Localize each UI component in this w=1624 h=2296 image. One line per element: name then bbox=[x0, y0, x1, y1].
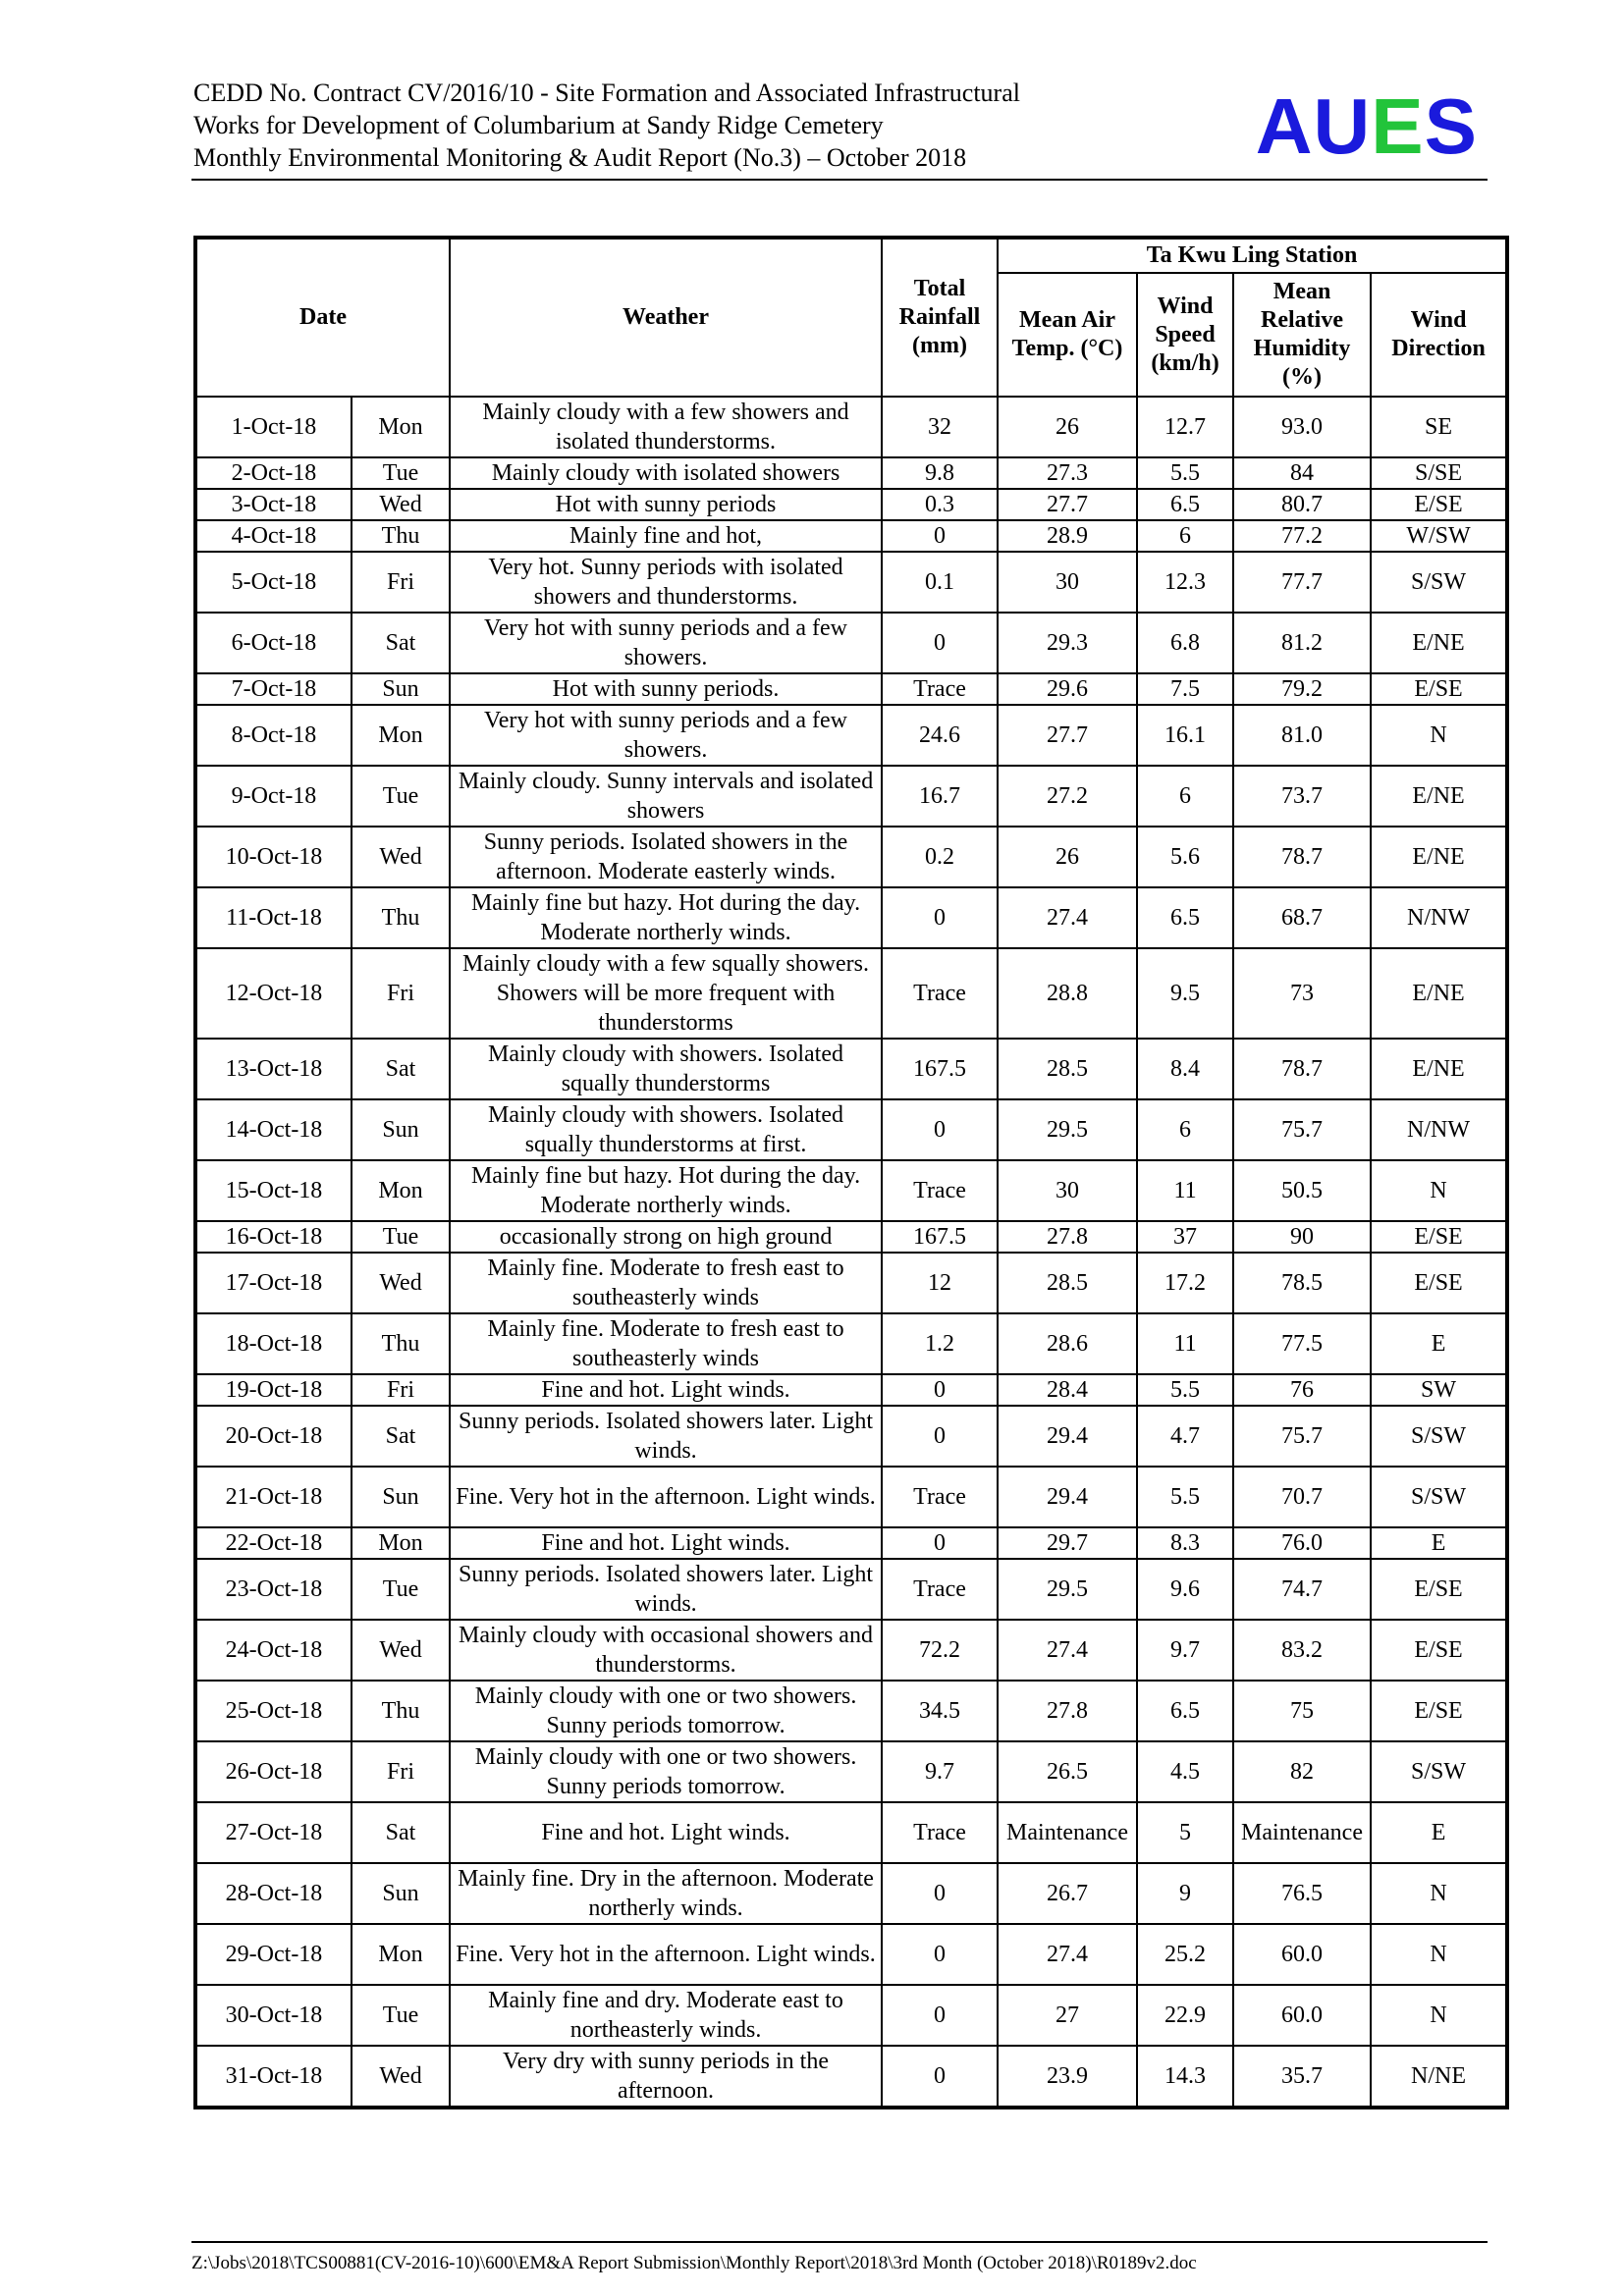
day-cell: Mon bbox=[352, 1160, 450, 1221]
humidity-cell: 70.7 bbox=[1233, 1467, 1371, 1527]
table-row bbox=[195, 613, 1507, 673]
rainfall-cell: 0 bbox=[882, 1924, 998, 1985]
wind-speed-cell: 11 bbox=[1137, 1313, 1233, 1374]
weather-cell: Mainly cloudy with a few squally showers. Showers will be more frequent with thunderstorms bbox=[450, 948, 882, 1039]
wind-direction-cell: E/SE bbox=[1371, 489, 1507, 520]
wind-direction-cell: N bbox=[1371, 705, 1507, 766]
table-row bbox=[195, 766, 1507, 827]
wind-direction-cell: E bbox=[1371, 1802, 1507, 1863]
wind-direction-cell: S/SW bbox=[1371, 1741, 1507, 1802]
table-row bbox=[195, 1741, 1507, 1802]
wind-direction-cell: E bbox=[1371, 1313, 1507, 1374]
table-row bbox=[195, 705, 1507, 766]
humidity-cell: 81.0 bbox=[1233, 705, 1371, 766]
day-cell: Fri bbox=[352, 1741, 450, 1802]
wind-speed-cell: 6 bbox=[1137, 1099, 1233, 1160]
date-cell: 10-Oct-18 bbox=[195, 827, 352, 887]
table-row bbox=[195, 397, 1507, 457]
temp-cell: 27.7 bbox=[998, 705, 1137, 766]
rainfall-cell: 0 bbox=[882, 1527, 998, 1559]
weather-cell: Fine. Very hot in the afternoon. Light winds. bbox=[450, 1924, 882, 1985]
wind-speed-cell: 6.8 bbox=[1137, 613, 1233, 673]
date-cell: 30-Oct-18 bbox=[195, 1985, 352, 2046]
temp-cell: 29.4 bbox=[998, 1406, 1137, 1467]
table-row bbox=[195, 948, 1507, 1039]
date-cell: 22-Oct-18 bbox=[195, 1527, 352, 1559]
weather-cell: Mainly fine. Dry in the afternoon. Moderate northerly winds. bbox=[450, 1863, 882, 1924]
weather-cell: Very dry with sunny periods in the afternoon. bbox=[450, 2046, 882, 2108]
table-row bbox=[195, 1221, 1507, 1253]
temp-cell: 29.5 bbox=[998, 1099, 1137, 1160]
wind-speed-cell: 5.6 bbox=[1137, 827, 1233, 887]
table-row bbox=[195, 1039, 1507, 1099]
weather-cell: Mainly cloudy with showers. Isolated squally thunderstorms at first. bbox=[450, 1099, 882, 1160]
wind-speed-cell: 12.3 bbox=[1137, 552, 1233, 613]
temp-cell: 27.2 bbox=[998, 766, 1137, 827]
humidity-cell: 78.7 bbox=[1233, 827, 1371, 887]
date-cell: 31-Oct-18 bbox=[195, 2046, 352, 2108]
wind-direction-cell: E/NE bbox=[1371, 613, 1507, 673]
wind-speed-cell: 4.7 bbox=[1137, 1406, 1233, 1467]
rainfall-cell: 9.7 bbox=[882, 1741, 998, 1802]
col-header-wind-direction: Wind Direction bbox=[1371, 273, 1507, 397]
rainfall-cell: Trace bbox=[882, 1467, 998, 1527]
temp-cell: 30 bbox=[998, 1160, 1137, 1221]
humidity-cell: 76.0 bbox=[1233, 1527, 1371, 1559]
humidity-cell: 81.2 bbox=[1233, 613, 1371, 673]
rainfall-cell: 0 bbox=[882, 2046, 998, 2108]
humidity-cell: 90 bbox=[1233, 1221, 1371, 1253]
table-row bbox=[195, 1467, 1507, 1527]
weather-cell: Mainly fine but hazy. Hot during the day. Moderate northerly winds. bbox=[450, 1160, 882, 1221]
table-row bbox=[195, 457, 1507, 489]
temp-cell: 27.4 bbox=[998, 1924, 1137, 1985]
date-cell: 26-Oct-18 bbox=[195, 1741, 352, 1802]
table-row bbox=[195, 1099, 1507, 1160]
wind-speed-cell: 37 bbox=[1137, 1221, 1233, 1253]
wind-direction-cell: S/SW bbox=[1371, 1406, 1507, 1467]
table-row bbox=[195, 552, 1507, 613]
table-row bbox=[195, 1681, 1507, 1741]
date-cell: 5-Oct-18 bbox=[195, 552, 352, 613]
wind-direction-cell: N bbox=[1371, 1160, 1507, 1221]
humidity-cell: 82 bbox=[1233, 1741, 1371, 1802]
weather-cell: Mainly cloudy with showers. Isolated squally thunderstorms bbox=[450, 1039, 882, 1099]
humidity-cell: 78.7 bbox=[1233, 1039, 1371, 1099]
date-cell: 27-Oct-18 bbox=[195, 1802, 352, 1863]
table-row bbox=[195, 827, 1507, 887]
temp-cell: 28.9 bbox=[998, 520, 1137, 552]
date-cell: 2-Oct-18 bbox=[195, 457, 352, 489]
humidity-cell: 35.7 bbox=[1233, 2046, 1371, 2108]
wind-direction-cell: N bbox=[1371, 1924, 1507, 1985]
col-header-humidity: Mean Relative Humidity (%) bbox=[1233, 273, 1371, 397]
weather-cell: Very hot with sunny periods and a few showers. bbox=[450, 705, 882, 766]
wind-direction-cell: SE bbox=[1371, 397, 1507, 457]
date-cell: 28-Oct-18 bbox=[195, 1863, 352, 1924]
wind-speed-cell: 5.5 bbox=[1137, 1374, 1233, 1406]
day-cell: Mon bbox=[352, 705, 450, 766]
day-cell: Sat bbox=[352, 1039, 450, 1099]
weather-cell: Mainly cloudy. Sunny intervals and isolated showers bbox=[450, 766, 882, 827]
table-body bbox=[195, 397, 1507, 2108]
rainfall-cell: 0 bbox=[882, 1099, 998, 1160]
weather-cell: Fine and hot. Light winds. bbox=[450, 1527, 882, 1559]
temp-cell: 28.8 bbox=[998, 948, 1137, 1039]
humidity-cell: 60.0 bbox=[1233, 1985, 1371, 2046]
weather-cell: Hot with sunny periods bbox=[450, 489, 882, 520]
table-row bbox=[195, 887, 1507, 948]
wind-speed-cell: 14.3 bbox=[1137, 2046, 1233, 2108]
wind-direction-cell: E/SE bbox=[1371, 1681, 1507, 1741]
aues-logo: AUES bbox=[1255, 82, 1478, 170]
wind-direction-cell: W/SW bbox=[1371, 520, 1507, 552]
day-cell: Sat bbox=[352, 1406, 450, 1467]
day-cell: Wed bbox=[352, 1253, 450, 1313]
temp-cell: 28.5 bbox=[998, 1039, 1137, 1099]
day-cell: Sun bbox=[352, 1863, 450, 1924]
date-cell: 16-Oct-18 bbox=[195, 1221, 352, 1253]
humidity-cell: 79.2 bbox=[1233, 673, 1371, 705]
weather-table bbox=[193, 236, 1509, 2109]
weather-cell: Mainly fine. Moderate to fresh east to southeasterly winds bbox=[450, 1253, 882, 1313]
temp-cell: 26.5 bbox=[998, 1741, 1137, 1802]
table-row bbox=[195, 1802, 1507, 1863]
wind-speed-cell: 6.5 bbox=[1137, 1681, 1233, 1741]
table-row bbox=[195, 1924, 1507, 1985]
rainfall-cell: 1.2 bbox=[882, 1313, 998, 1374]
rainfall-cell: Trace bbox=[882, 948, 998, 1039]
rainfall-cell: 24.6 bbox=[882, 705, 998, 766]
humidity-cell: 68.7 bbox=[1233, 887, 1371, 948]
wind-speed-cell: 12.7 bbox=[1137, 397, 1233, 457]
temp-cell: 28.5 bbox=[998, 1253, 1137, 1313]
day-cell: Fri bbox=[352, 552, 450, 613]
day-cell: Tue bbox=[352, 1985, 450, 2046]
weather-cell: Mainly cloudy with isolated showers bbox=[450, 457, 882, 489]
wind-direction-cell: SW bbox=[1371, 1374, 1507, 1406]
date-cell: 24-Oct-18 bbox=[195, 1620, 352, 1681]
date-cell: 1-Oct-18 bbox=[195, 397, 352, 457]
rainfall-cell: 0.1 bbox=[882, 552, 998, 613]
humidity-cell: 75 bbox=[1233, 1681, 1371, 1741]
col-header-weather: Weather bbox=[450, 238, 882, 397]
day-cell: Tue bbox=[352, 457, 450, 489]
rainfall-cell: 0.2 bbox=[882, 827, 998, 887]
date-cell: 9-Oct-18 bbox=[195, 766, 352, 827]
wind-speed-cell: 9.7 bbox=[1137, 1620, 1233, 1681]
humidity-cell: 60.0 bbox=[1233, 1924, 1371, 1985]
temp-cell: 26.7 bbox=[998, 1863, 1137, 1924]
date-cell: 17-Oct-18 bbox=[195, 1253, 352, 1313]
day-cell: Thu bbox=[352, 1681, 450, 1741]
day-cell: Mon bbox=[352, 1527, 450, 1559]
wind-speed-cell: 5.5 bbox=[1137, 1467, 1233, 1527]
rainfall-cell: Trace bbox=[882, 673, 998, 705]
weather-cell: Mainly fine and dry. Moderate east to northeasterly winds. bbox=[450, 1985, 882, 2046]
rainfall-cell: 9.8 bbox=[882, 457, 998, 489]
day-cell: Wed bbox=[352, 1620, 450, 1681]
weather-cell: occasionally strong on high ground bbox=[450, 1221, 882, 1253]
wind-direction-cell: N bbox=[1371, 1985, 1507, 2046]
weather-cell: Very hot. Sunny periods with isolated showers and thunderstorms. bbox=[450, 552, 882, 613]
wind-direction-cell: E/NE bbox=[1371, 1039, 1507, 1099]
wind-direction-cell: S/SE bbox=[1371, 457, 1507, 489]
humidity-cell: 77.2 bbox=[1233, 520, 1371, 552]
rainfall-cell: 0 bbox=[882, 613, 998, 673]
temp-cell: 29.7 bbox=[998, 1527, 1137, 1559]
date-cell: 20-Oct-18 bbox=[195, 1406, 352, 1467]
table-row bbox=[195, 1160, 1507, 1221]
wind-speed-cell: 6.5 bbox=[1137, 489, 1233, 520]
weather-cell: Mainly cloudy with occasional showers and thunderstorms. bbox=[450, 1620, 882, 1681]
wind-speed-cell: 9.5 bbox=[1137, 948, 1233, 1039]
wind-speed-cell: 6 bbox=[1137, 520, 1233, 552]
header-line-3: Monthly Environmental Monitoring & Audit Report (No.3) – October 2018 bbox=[193, 143, 967, 172]
day-cell: Mon bbox=[352, 397, 450, 457]
temp-cell: 29.6 bbox=[998, 673, 1137, 705]
rainfall-cell: 0 bbox=[882, 887, 998, 948]
humidity-cell: 76 bbox=[1233, 1374, 1371, 1406]
temp-cell: 27.8 bbox=[998, 1221, 1137, 1253]
wind-speed-cell: 9.6 bbox=[1137, 1559, 1233, 1620]
weather-cell: Hot with sunny periods. bbox=[450, 673, 882, 705]
day-cell: Tue bbox=[352, 1221, 450, 1253]
humidity-cell: 84 bbox=[1233, 457, 1371, 489]
wind-direction-cell: E/NE bbox=[1371, 766, 1507, 827]
rainfall-cell: Trace bbox=[882, 1160, 998, 1221]
date-cell: 15-Oct-18 bbox=[195, 1160, 352, 1221]
date-cell: 11-Oct-18 bbox=[195, 887, 352, 948]
wind-direction-cell: N/NE bbox=[1371, 2046, 1507, 2108]
day-cell: Sun bbox=[352, 1099, 450, 1160]
day-cell: Thu bbox=[352, 887, 450, 948]
day-cell: Wed bbox=[352, 2046, 450, 2108]
table-row bbox=[195, 1527, 1507, 1559]
wind-speed-cell: 17.2 bbox=[1137, 1253, 1233, 1313]
header-line-2: Works for Development of Columbarium at Sandy Ridge Cemetery bbox=[193, 111, 884, 139]
temp-cell: 27 bbox=[998, 1985, 1137, 2046]
day-cell: Fri bbox=[352, 1374, 450, 1406]
weather-cell: Fine and hot. Light winds. bbox=[450, 1802, 882, 1863]
rainfall-cell: 167.5 bbox=[882, 1221, 998, 1253]
table-row bbox=[195, 1313, 1507, 1374]
weather-cell: Fine. Very hot in the afternoon. Light winds. bbox=[450, 1467, 882, 1527]
page-header bbox=[191, 77, 1488, 181]
date-cell: 25-Oct-18 bbox=[195, 1681, 352, 1741]
wind-speed-cell: 11 bbox=[1137, 1160, 1233, 1221]
temp-cell: 29.5 bbox=[998, 1559, 1137, 1620]
temp-cell: 27.4 bbox=[998, 887, 1137, 948]
wind-direction-cell: E/SE bbox=[1371, 1221, 1507, 1253]
rainfall-cell: 0.3 bbox=[882, 489, 998, 520]
humidity-cell: 76.5 bbox=[1233, 1863, 1371, 1924]
col-header-rainfall: Total Rainfall (mm) bbox=[882, 238, 998, 397]
humidity-cell: Maintenance bbox=[1233, 1802, 1371, 1863]
wind-speed-cell: 25.2 bbox=[1137, 1924, 1233, 1985]
wind-speed-cell: 22.9 bbox=[1137, 1985, 1233, 2046]
wind-direction-cell: S/SW bbox=[1371, 1467, 1507, 1527]
station-header: Ta Kwu Ling Station bbox=[998, 238, 1507, 273]
date-cell: 14-Oct-18 bbox=[195, 1099, 352, 1160]
rainfall-cell: 0 bbox=[882, 1863, 998, 1924]
weather-cell: Mainly cloudy with a few showers and isolated thunderstorms. bbox=[450, 397, 882, 457]
wind-direction-cell: E/SE bbox=[1371, 1620, 1507, 1681]
date-cell: 23-Oct-18 bbox=[195, 1559, 352, 1620]
report-title-block bbox=[193, 77, 1020, 174]
wind-speed-cell: 6 bbox=[1137, 766, 1233, 827]
footer-file-path: Z:\Jobs\2018\TCS00881(CV-2016-10)\600\EM&A Report Submission\Monthly Report\2018\3rd Month (October 2018)\R0189v2.doc bbox=[191, 2241, 1488, 2274]
weather-cell: Sunny periods. Isolated showers later. Light winds. bbox=[450, 1559, 882, 1620]
humidity-cell: 75.7 bbox=[1233, 1406, 1371, 1467]
humidity-cell: 83.2 bbox=[1233, 1620, 1371, 1681]
table-row bbox=[195, 1620, 1507, 1681]
wind-direction-cell: E/SE bbox=[1371, 1559, 1507, 1620]
table-row bbox=[195, 520, 1507, 552]
rainfall-cell: Trace bbox=[882, 1802, 998, 1863]
temp-cell: Maintenance bbox=[998, 1802, 1137, 1863]
temp-cell: 30 bbox=[998, 552, 1137, 613]
humidity-cell: 73.7 bbox=[1233, 766, 1371, 827]
wind-direction-cell: E bbox=[1371, 1527, 1507, 1559]
date-cell: 7-Oct-18 bbox=[195, 673, 352, 705]
wind-speed-cell: 7.5 bbox=[1137, 673, 1233, 705]
date-cell: 19-Oct-18 bbox=[195, 1374, 352, 1406]
table-row bbox=[195, 673, 1507, 705]
wind-speed-cell: 8.3 bbox=[1137, 1527, 1233, 1559]
col-header-wind-speed: Wind Speed (km/h) bbox=[1137, 273, 1233, 397]
wind-speed-cell: 5.5 bbox=[1137, 457, 1233, 489]
temp-cell: 28.4 bbox=[998, 1374, 1137, 1406]
wind-speed-cell: 4.5 bbox=[1137, 1741, 1233, 1802]
temp-cell: 23.9 bbox=[998, 2046, 1137, 2108]
col-header-temp: Mean Air Temp. (°C) bbox=[998, 273, 1137, 397]
weather-cell: Sunny periods. Isolated showers in the afternoon. Moderate easterly winds. bbox=[450, 827, 882, 887]
date-cell: 29-Oct-18 bbox=[195, 1924, 352, 1985]
day-cell: Thu bbox=[352, 1313, 450, 1374]
rainfall-cell: 0 bbox=[882, 520, 998, 552]
humidity-cell: 77.5 bbox=[1233, 1313, 1371, 1374]
humidity-cell: 93.0 bbox=[1233, 397, 1371, 457]
day-cell: Wed bbox=[352, 489, 450, 520]
wind-direction-cell: E/NE bbox=[1371, 948, 1507, 1039]
weather-cell: Mainly cloudy with one or two showers. Sunny periods tomorrow. bbox=[450, 1681, 882, 1741]
temp-cell: 26 bbox=[998, 397, 1137, 457]
day-cell: Fri bbox=[352, 948, 450, 1039]
humidity-cell: 78.5 bbox=[1233, 1253, 1371, 1313]
temp-cell: 29.3 bbox=[998, 613, 1137, 673]
day-cell: Mon bbox=[352, 1924, 450, 1985]
humidity-cell: 77.7 bbox=[1233, 552, 1371, 613]
date-cell: 12-Oct-18 bbox=[195, 948, 352, 1039]
humidity-cell: 50.5 bbox=[1233, 1160, 1371, 1221]
wind-direction-cell: E/SE bbox=[1371, 1253, 1507, 1313]
day-cell: Tue bbox=[352, 1559, 450, 1620]
humidity-cell: 74.7 bbox=[1233, 1559, 1371, 1620]
weather-cell: Sunny periods. Isolated showers later. Light winds. bbox=[450, 1406, 882, 1467]
temp-cell: 29.4 bbox=[998, 1467, 1137, 1527]
rainfall-cell: 16.7 bbox=[882, 766, 998, 827]
temp-cell: 26 bbox=[998, 827, 1137, 887]
humidity-cell: 75.7 bbox=[1233, 1099, 1371, 1160]
date-cell: 6-Oct-18 bbox=[195, 613, 352, 673]
day-cell: Sat bbox=[352, 613, 450, 673]
rainfall-cell: 34.5 bbox=[882, 1681, 998, 1741]
wind-direction-cell: E/NE bbox=[1371, 827, 1507, 887]
header-line-1: CEDD No. Contract CV/2016/10 - Site Formation and Associated Infrastructural bbox=[193, 79, 1020, 107]
weather-cell: Mainly fine and hot, bbox=[450, 520, 882, 552]
table-row bbox=[195, 1985, 1507, 2046]
table-row bbox=[195, 1406, 1507, 1467]
temp-cell: 27.3 bbox=[998, 457, 1137, 489]
wind-direction-cell: N bbox=[1371, 1863, 1507, 1924]
wind-speed-cell: 5 bbox=[1137, 1802, 1233, 1863]
rainfall-cell: Trace bbox=[882, 1559, 998, 1620]
table-row bbox=[195, 489, 1507, 520]
weather-cell: Fine and hot. Light winds. bbox=[450, 1374, 882, 1406]
col-header-date: Date bbox=[195, 238, 450, 397]
rainfall-cell: 167.5 bbox=[882, 1039, 998, 1099]
day-cell: Thu bbox=[352, 520, 450, 552]
day-cell: Wed bbox=[352, 827, 450, 887]
rainfall-cell: 0 bbox=[882, 1985, 998, 2046]
date-cell: 8-Oct-18 bbox=[195, 705, 352, 766]
wind-direction-cell: N/NW bbox=[1371, 1099, 1507, 1160]
rainfall-cell: 12 bbox=[882, 1253, 998, 1313]
rainfall-cell: 0 bbox=[882, 1374, 998, 1406]
rainfall-cell: 72.2 bbox=[882, 1620, 998, 1681]
weather-cell: Mainly fine. Moderate to fresh east to southeasterly winds bbox=[450, 1313, 882, 1374]
date-cell: 18-Oct-18 bbox=[195, 1313, 352, 1374]
wind-direction-cell: N/NW bbox=[1371, 887, 1507, 948]
wind-speed-cell: 6.5 bbox=[1137, 887, 1233, 948]
weather-cell: Mainly cloudy with one or two showers. Sunny periods tomorrow. bbox=[450, 1741, 882, 1802]
table-row bbox=[195, 1559, 1507, 1620]
wind-speed-cell: 16.1 bbox=[1137, 705, 1233, 766]
weather-cell: Mainly fine but hazy. Hot during the day. Moderate northerly winds. bbox=[450, 887, 882, 948]
day-cell: Sun bbox=[352, 1467, 450, 1527]
temp-cell: 27.4 bbox=[998, 1620, 1137, 1681]
wind-direction-cell: S/SW bbox=[1371, 552, 1507, 613]
table-row bbox=[195, 2046, 1507, 2108]
humidity-cell: 73 bbox=[1233, 948, 1371, 1039]
rainfall-cell: 0 bbox=[882, 1406, 998, 1467]
humidity-cell: 80.7 bbox=[1233, 489, 1371, 520]
temp-cell: 27.7 bbox=[998, 489, 1137, 520]
day-cell: Sat bbox=[352, 1802, 450, 1863]
temp-cell: 27.8 bbox=[998, 1681, 1137, 1741]
weather-cell: Very hot with sunny periods and a few showers. bbox=[450, 613, 882, 673]
date-cell: 21-Oct-18 bbox=[195, 1467, 352, 1527]
wind-speed-cell: 9 bbox=[1137, 1863, 1233, 1924]
wind-direction-cell: E/SE bbox=[1371, 673, 1507, 705]
table-row bbox=[195, 1863, 1507, 1924]
rainfall-cell: 32 bbox=[882, 397, 998, 457]
day-cell: Sun bbox=[352, 673, 450, 705]
date-cell: 4-Oct-18 bbox=[195, 520, 352, 552]
wind-speed-cell: 8.4 bbox=[1137, 1039, 1233, 1099]
table-row bbox=[195, 1253, 1507, 1313]
temp-cell: 28.6 bbox=[998, 1313, 1137, 1374]
date-cell: 13-Oct-18 bbox=[195, 1039, 352, 1099]
date-cell: 3-Oct-18 bbox=[195, 489, 352, 520]
day-cell: Tue bbox=[352, 766, 450, 827]
table-row bbox=[195, 1374, 1507, 1406]
